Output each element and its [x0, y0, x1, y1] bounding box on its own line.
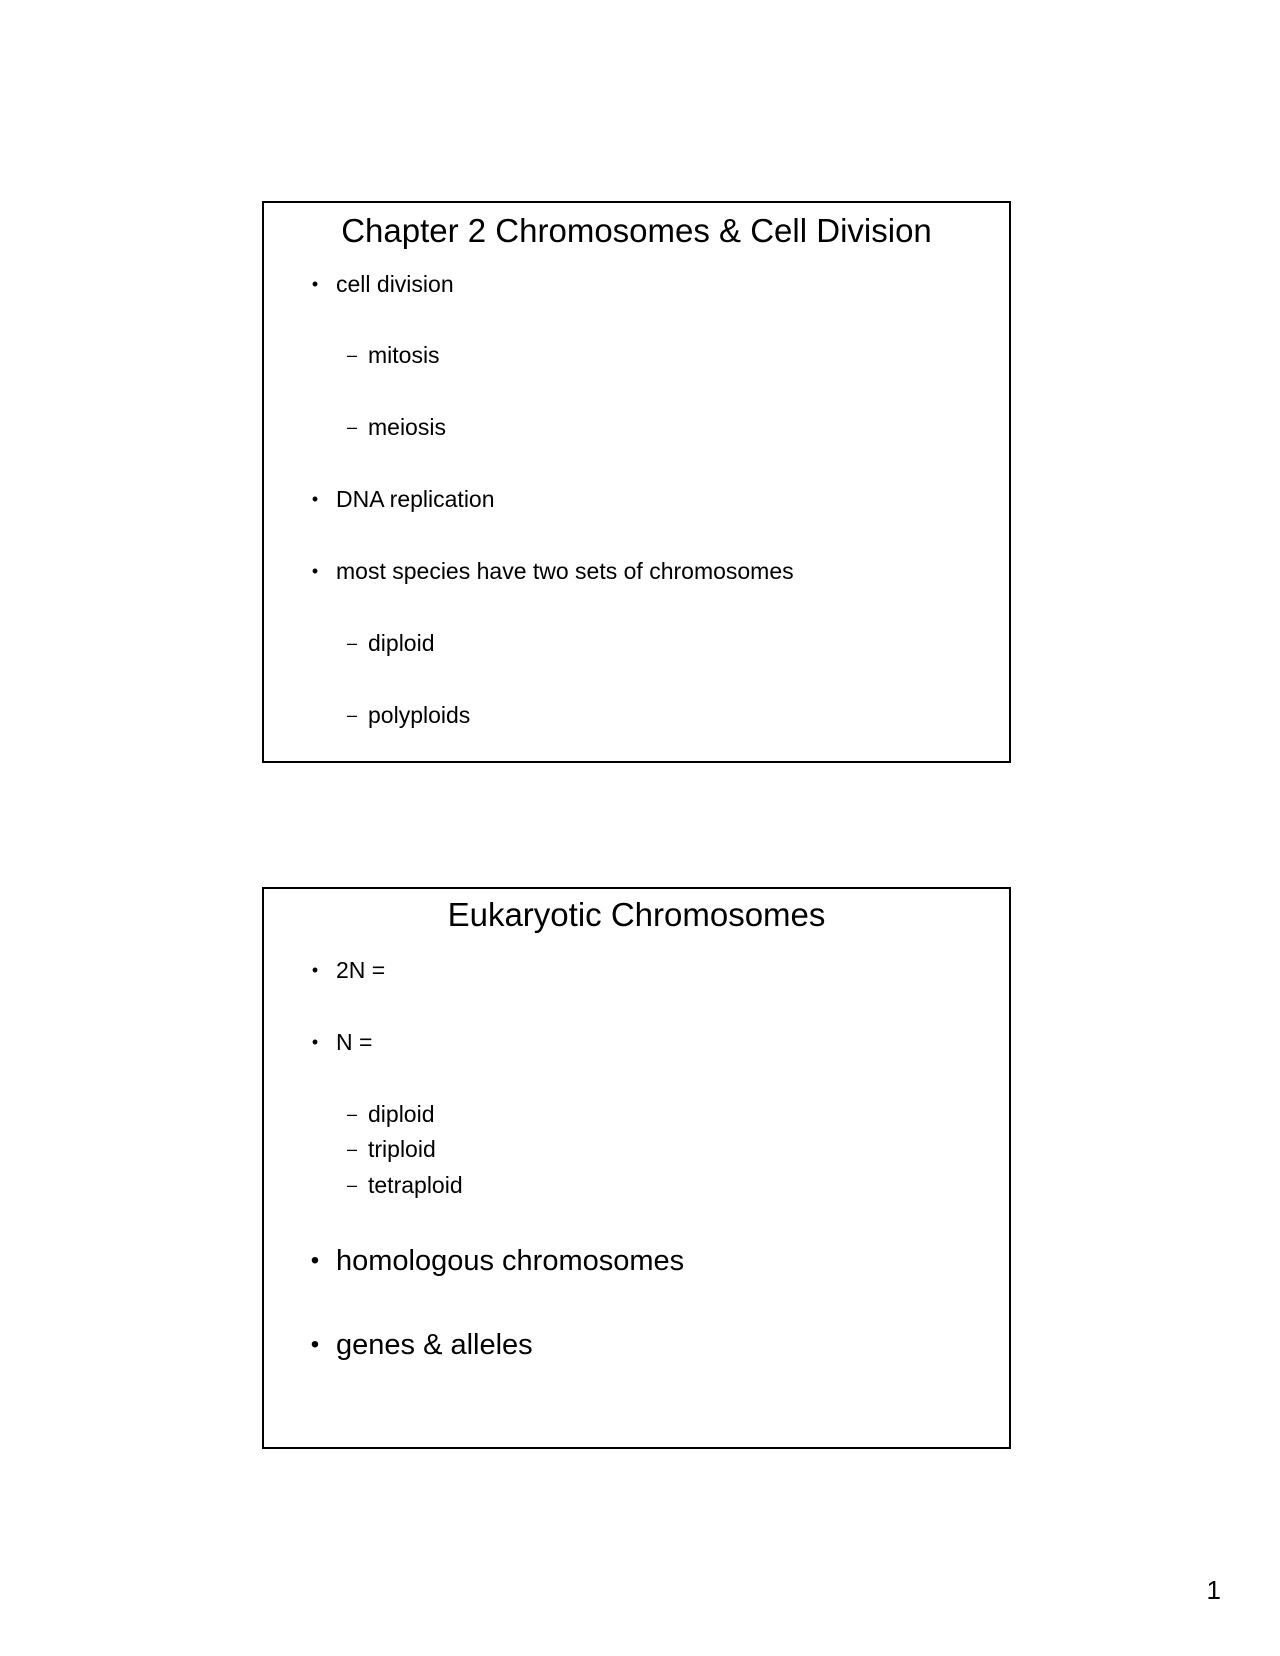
sub-bullet-item [264, 629, 1009, 657]
bullet-marker: • [311, 274, 319, 294]
dash-marker: – [346, 417, 357, 437]
dash-marker: – [346, 345, 357, 365]
bullet-text: 2N = [336, 957, 386, 983]
bullet-marker: • [310, 1331, 320, 1358]
bullet-marker: • [311, 489, 319, 509]
slide-2 [262, 887, 1011, 1449]
sub-bullet-text: diploid [368, 630, 435, 656]
sub-bullet-item [264, 1100, 1009, 1128]
sub-bullet-text: polyploids [368, 702, 471, 728]
dash-marker: – [346, 1175, 357, 1195]
sub-bullet-text: mitosis [368, 342, 440, 368]
dash-marker: – [346, 633, 357, 653]
page-number: 1 [1206, 1575, 1221, 1605]
bullet-item [264, 1244, 1009, 1278]
bullet-text: homologous chromosomes [336, 1245, 685, 1277]
dash-marker: – [346, 1139, 357, 1159]
bullet-item [264, 557, 1009, 585]
dash-marker: – [346, 1104, 357, 1124]
sub-bullet-text: diploid [368, 1101, 435, 1127]
slide-title: Chapter 2 Chromosomes & Cell Division [341, 212, 932, 249]
bullet-text: cell division [336, 271, 454, 297]
bullet-item [264, 1028, 1009, 1056]
bullet-item [264, 270, 1009, 298]
sub-bullet-item [264, 413, 1009, 441]
bullet-text: genes & alleles [336, 1329, 533, 1361]
sub-bullet-text: triploid [368, 1136, 436, 1162]
bullet-item [264, 956, 1009, 984]
bullet-marker: • [310, 1247, 320, 1274]
bullet-item [264, 1328, 1009, 1362]
slide-title: Eukaryotic Chromosomes [447, 896, 826, 933]
sub-bullet-item [264, 1171, 1009, 1199]
bullet-item [264, 485, 1009, 513]
sub-bullet-text: meiosis [368, 414, 446, 440]
bullet-marker: • [311, 561, 319, 581]
sub-bullet-item [264, 701, 1009, 729]
bullet-text: N = [336, 1029, 373, 1055]
bullet-text: DNA replication [336, 486, 495, 512]
bullet-marker: • [311, 1032, 319, 1052]
slide-1 [262, 201, 1011, 763]
sub-bullet-item [264, 1135, 1009, 1163]
bullet-text: most species have two sets of chromosomes [336, 558, 794, 584]
sub-bullet-text: tetraploid [368, 1172, 463, 1198]
dash-marker: – [346, 705, 357, 725]
sub-bullet-item [264, 341, 1009, 369]
bullet-marker: • [311, 960, 319, 980]
